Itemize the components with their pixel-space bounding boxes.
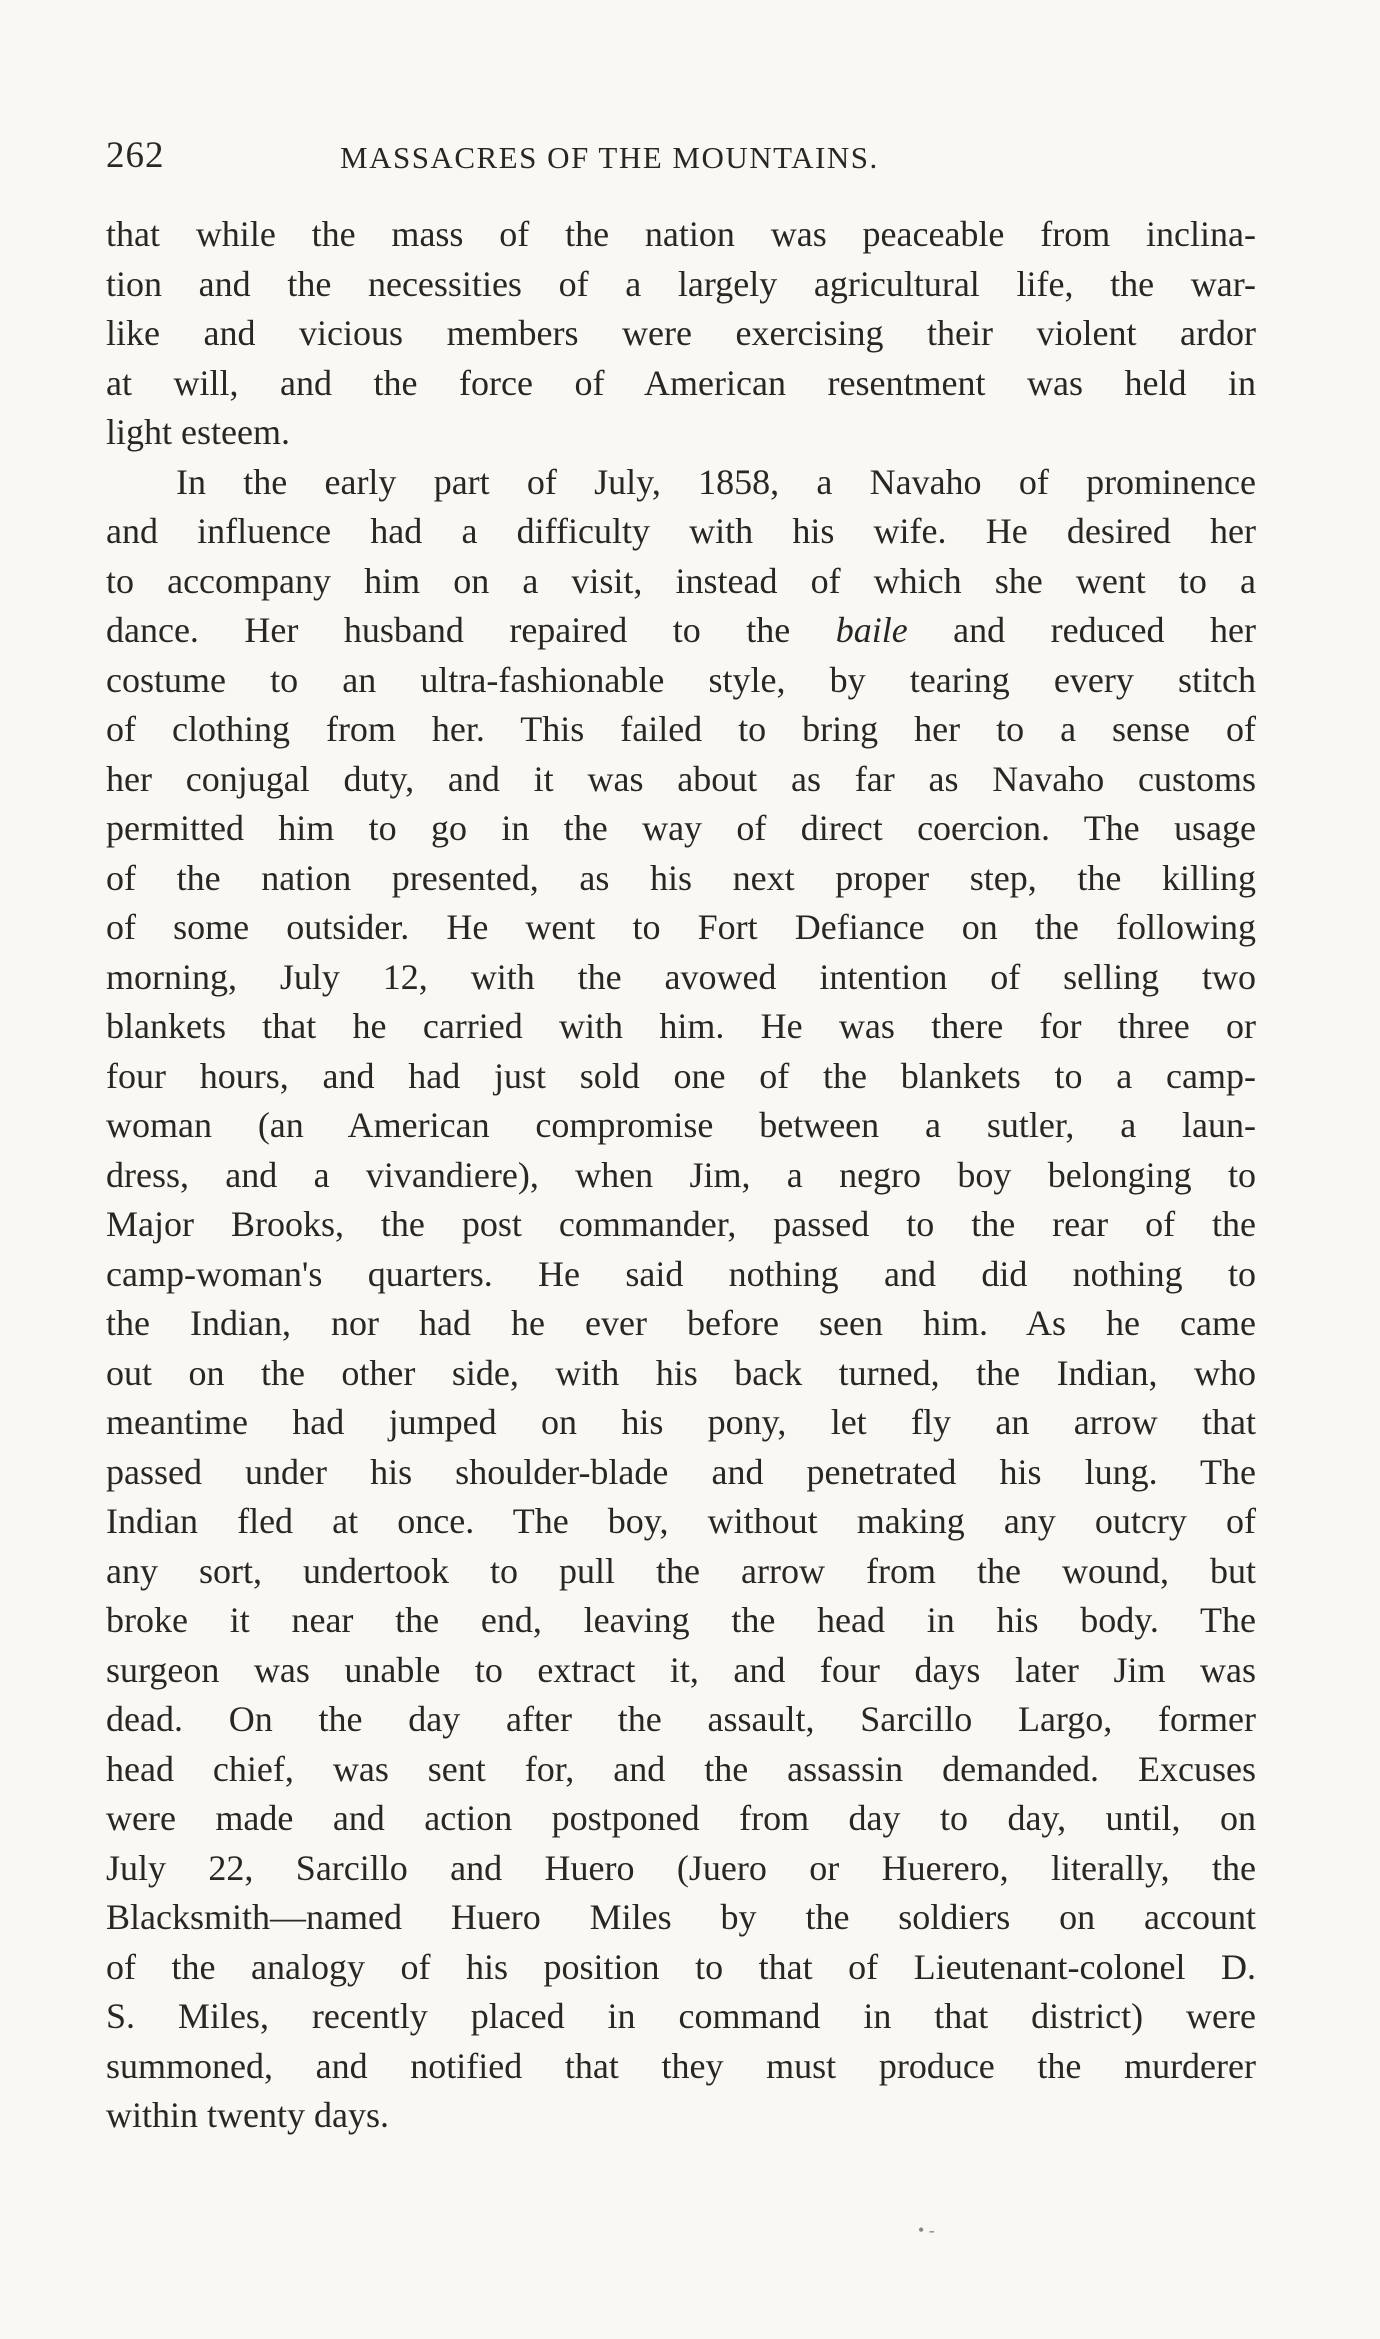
text-segment: dance. Her husband repaired to the bbox=[106, 610, 836, 650]
paragraph-1 bbox=[106, 210, 1256, 458]
text-line: morning, July 12, with the avowed intention of selling two bbox=[106, 956, 1256, 997]
text-line: Indian fled at once. The boy, without making any outcry of bbox=[106, 1501, 1256, 1541]
running-title: MASSACRES OF THE MOUNTAINS. bbox=[340, 140, 879, 175]
text-line: In the early part of July, 1858, a Navaho of prominence bbox=[176, 461, 1256, 502]
text-line: within twenty days. bbox=[106, 2095, 389, 2135]
text-line: at will, and the force of American resentment was held in bbox=[106, 362, 1256, 403]
text-line: surgeon was unable to extract it, and four days later Jim was bbox=[106, 1649, 1256, 1690]
text-line: summoned, and notified that they must produce the murderer bbox=[106, 2045, 1256, 2086]
text-line: S. Miles, recently placed in command in that district) were bbox=[106, 1996, 1256, 2036]
text-line: her conjugal duty, and it was about as far as Navaho customs bbox=[106, 758, 1256, 799]
text-line: light esteem. bbox=[106, 412, 290, 452]
text-line: head chief, was sent for, and the assassin demanded. Excuses bbox=[106, 1748, 1256, 1789]
text-line: broke it near the end, leaving the head in his body. The bbox=[106, 1600, 1256, 1640]
print-specks: • - bbox=[918, 2220, 935, 2240]
text-line: the Indian, nor had he ever before seen him. As he came bbox=[106, 1303, 1256, 1343]
text-line: of the analogy of his position to that of Lieutenant-colonel D. bbox=[106, 1946, 1256, 1987]
text-line: like and vicious members were exercising their violent ardor bbox=[106, 313, 1256, 353]
text-line: tion and the necessities of a largely agricultural life, the war- bbox=[106, 263, 1256, 304]
text-line: blankets that he carried with him. He was there for three or bbox=[106, 1006, 1256, 1046]
text-line: any sort, undertook to pull the arrow from the wound, but bbox=[106, 1550, 1256, 1591]
text-line: Blacksmith—named Huero Miles by the soldiers on account bbox=[106, 1897, 1256, 1937]
italic-word: baile bbox=[835, 610, 908, 650]
text-line: costume to an ultra-fashionable style, by tearing every stitch bbox=[106, 659, 1256, 700]
page-number: 262 bbox=[106, 135, 165, 176]
text-line: four hours, and had just sold one of the blankets to a camp- bbox=[106, 1055, 1256, 1096]
text-line: dress, and a vivandiere), when Jim, a negro boy belonging to bbox=[106, 1154, 1256, 1195]
body-text bbox=[106, 210, 1256, 2141]
text-line: out on the other side, with his back turned, the Indian, who bbox=[106, 1352, 1256, 1393]
text-line: that while the mass of the nation was peaceable from inclina- bbox=[106, 214, 1256, 254]
text-line-with-italic bbox=[106, 606, 1256, 656]
text-line: woman (an American compromise between a sutler, a laun- bbox=[106, 1105, 1256, 1145]
text-line: Major Brooks, the post commander, passed to the rear of the bbox=[106, 1204, 1256, 1244]
text-line: of the nation presented, as his next proper step, the killing bbox=[106, 857, 1256, 898]
text-line: and influence had a difficulty with his wife. He desired her bbox=[106, 511, 1256, 551]
paragraph-2 bbox=[106, 458, 1256, 2141]
text-line: passed under his shoulder-blade and penetrated his lung. The bbox=[106, 1451, 1256, 1492]
text-line: of clothing from her. This failed to bring her to a sense of bbox=[106, 709, 1256, 749]
text-line: were made and action postponed from day to day, until, on bbox=[106, 1798, 1256, 1838]
text-line: permitted him to go in the way of direct coercion. The usage bbox=[106, 808, 1256, 848]
text-line: dead. On the day after the assault, Sarcillo Largo, former bbox=[106, 1699, 1256, 1739]
text-line: July 22, Sarcillo and Huero (Juero or Huerero, literally, the bbox=[106, 1847, 1256, 1888]
running-head bbox=[106, 128, 1256, 188]
text-line: meantime had jumped on his pony, let fly an arrow that bbox=[106, 1402, 1256, 1442]
text-line: of some outsider. He went to Fort Defiance on the following bbox=[106, 907, 1256, 947]
text-line: camp-woman's quarters. He said nothing and did nothing to bbox=[106, 1253, 1256, 1294]
text-segment: and reduced her bbox=[907, 610, 1256, 650]
text-line: to accompany him on a visit, instead of which she went to a bbox=[106, 560, 1256, 601]
